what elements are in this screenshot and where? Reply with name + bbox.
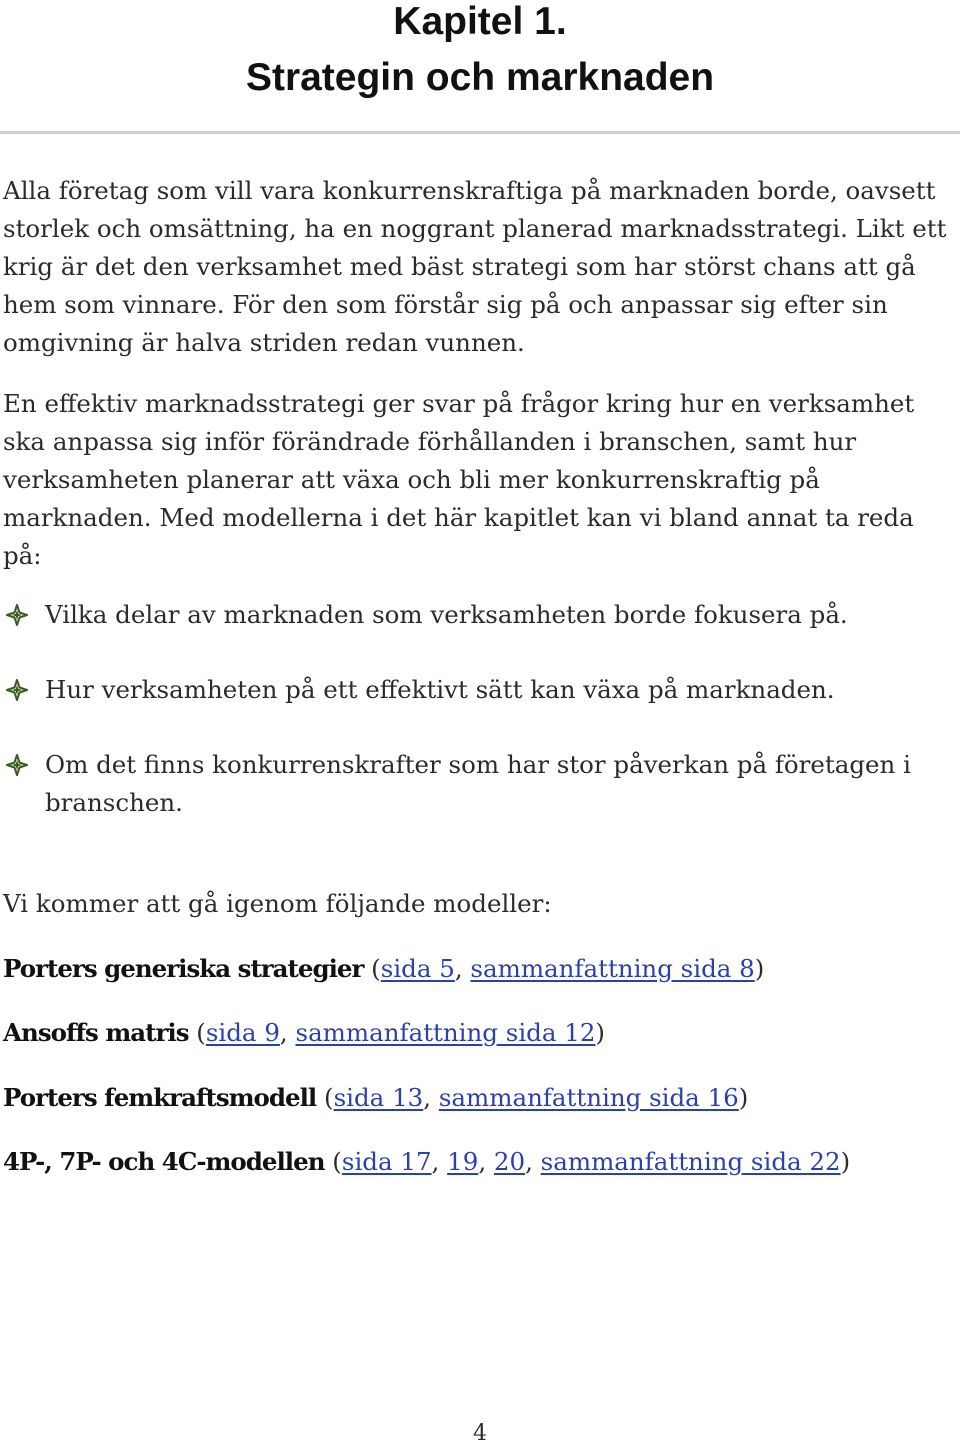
chapter-title: Strategin och marknaden <box>245 56 715 99</box>
intro-paragraph: Alla företag som vill vara konkurrenskraftiga på marknaden borde, oavsett storlek och omsättning, ha en noggrant planerad marknadsstrategi. Likt ett krig är det den verksamhet med bäst strategi som har störst chans att gå hem som vinnare. För den som förstår sig på och anpassar sig efter sin omgivning är halva striden redan vunnen. <box>3 176 947 357</box>
model-entry-five-forces: Porters femkraftsmodell (sida 13, sammanfattning sida 16) <box>3 1083 749 1112</box>
model-entry-ansoff: Ansoffs matris (sida 9, sammanfattning sida 12) <box>3 1018 605 1047</box>
model-entry-marketing-mix: 4P-, 7P- och 4C-modellen (sida 17, 19, 20, sammanfattning sida 22) <box>3 1147 851 1176</box>
page-link[interactable]: sida 13 <box>333 1083 424 1112</box>
page-link[interactable]: sida 17 <box>341 1147 432 1176</box>
model-name: Porters femkraftsmodell <box>3 1083 317 1112</box>
summary-link[interactable]: sammanfattning sida 8 <box>470 954 755 983</box>
page-link[interactable]: sida 9 <box>205 1018 280 1047</box>
models-intro: Vi kommer att gå igenom följande modeller: <box>3 889 552 918</box>
list-item <box>0 671 940 709</box>
chapter-number-title: Kapitel 1. <box>393 0 567 43</box>
title-divider <box>0 131 960 134</box>
summary-link[interactable]: sammanfattning sida 16 <box>438 1083 739 1112</box>
list-item-text: Om det finns konkurrenskrafter som har stor påverkan på företagen i branschen. <box>45 750 911 817</box>
list-item <box>0 596 940 634</box>
page-link[interactable]: sida 5 <box>380 954 455 983</box>
strategy-paragraph: En effektiv marknadsstrategi ger svar på frågor kring hur en verksamhet ska anpassa sig inför förändrade förhållanden i branschen, samt hur verksamheten planerar att växa och bli mer konkurrenskraftig på marknaden. Med modellerna i det här kapitlet kan vi bland annat ta reda på: <box>3 389 915 570</box>
model-entry-porters-generic: Porters generiska strategier (sida 5, sammanfattning sida 8) <box>3 954 765 983</box>
list-item-text: Vilka delar av marknaden som verksamheten borde fokusera på. <box>45 600 848 629</box>
model-name: Porters generiska strategier <box>3 954 364 983</box>
page-link[interactable]: 20 <box>493 1147 526 1176</box>
model-name: Ansoffs matris <box>3 1018 189 1047</box>
summary-link[interactable]: sammanfattning sida 12 <box>295 1018 596 1047</box>
list-item <box>0 746 940 822</box>
four-point-star-bullet-icon <box>6 754 28 776</box>
model-name: 4P-, 7P- och 4C-modellen <box>3 1147 325 1176</box>
summary-link[interactable]: sammanfattning sida 22 <box>540 1147 841 1176</box>
page-number: 4 <box>473 1421 487 1446</box>
question-list <box>0 596 940 859</box>
list-item-text: Hur verksamheten på ett effektivt sätt kan växa på marknaden. <box>45 675 835 704</box>
four-point-star-bullet-icon <box>6 604 28 626</box>
page-link[interactable]: 19 <box>447 1147 479 1176</box>
four-point-star-bullet-icon <box>6 679 28 701</box>
